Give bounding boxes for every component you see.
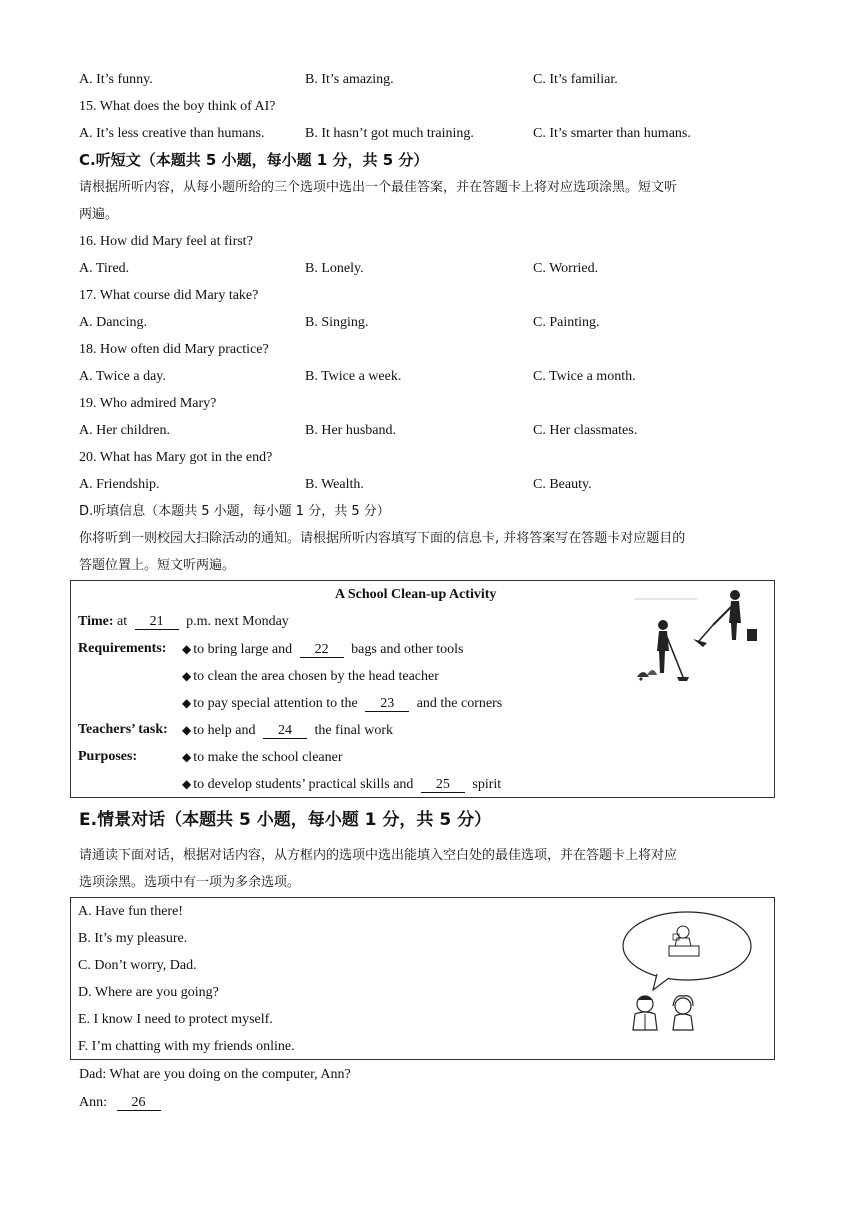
blank-23[interactable]: 23 — [365, 696, 409, 712]
q16-option-a: A. Tired. — [79, 261, 130, 276]
requirements-label: Requirements: — [78, 641, 167, 656]
option-b: B. It’s my pleasure. — [78, 931, 188, 946]
req1-pre: to bring large and — [193, 642, 293, 657]
blank-22[interactable]: 22 — [300, 642, 344, 658]
blank-24[interactable]: 24 — [263, 723, 307, 739]
req1-post: bags and other tools — [351, 642, 464, 657]
req2-text: to clean the area chosen by the head teacher — [193, 669, 439, 684]
req3-pre: to pay special attention to the — [193, 696, 358, 711]
q20-option-b: B. Wealth. — [305, 477, 364, 492]
q16-option-b: B. Lonely. — [305, 261, 364, 276]
diamond-bullet-icon: ◆ — [182, 696, 192, 710]
q20-question: 20. What has Mary got in the end? — [79, 450, 273, 465]
ann-label: Ann: — [79, 1095, 107, 1110]
q16-option-c: C. Worried. — [533, 261, 599, 276]
purpose-1 — [182, 748, 343, 767]
time-label: Time: — [78, 614, 114, 629]
section-d-instructions-2: 答题位置上。短文听两遍。 — [79, 558, 236, 573]
requirement-3 — [182, 694, 502, 713]
dad-daughter-computer-illustration — [617, 908, 757, 1033]
teach-pre: to help and — [193, 723, 256, 738]
purpose-2 — [182, 775, 501, 794]
requirement-2 — [182, 667, 439, 686]
dialogue-ann-line — [79, 1094, 161, 1112]
q19-option-c: C. Her classmates. — [533, 423, 638, 438]
q19-option-a: A. Her children. — [79, 423, 170, 438]
q15-option-a: A. It’s less creative than humans. — [79, 126, 265, 141]
diamond-bullet-icon: ◆ — [182, 723, 192, 737]
teachers-task — [182, 721, 393, 740]
diamond-bullet-icon: ◆ — [182, 750, 192, 764]
purpose1-text: to make the school cleaner — [193, 750, 343, 765]
teachers-task-label: Teachers’ task: — [78, 722, 168, 737]
purpose2-post: spirit — [472, 777, 502, 792]
option-f: F. I’m chatting with my friends online. — [78, 1039, 295, 1054]
teach-post: the final work — [314, 723, 393, 738]
q19-option-b: B. Her husband. — [305, 423, 396, 438]
q18-option-c: C. Twice a month. — [533, 369, 636, 384]
q17-option-c: C. Painting. — [533, 315, 600, 330]
q17-question: 17. What course did Mary take? — [79, 288, 259, 303]
q16-question: 16. How did Mary feel at first? — [79, 234, 253, 249]
q20-option-c: C. Beauty. — [533, 477, 592, 492]
time-pre: at — [117, 614, 128, 629]
q14-option-c: C. It’s familiar. — [533, 72, 618, 87]
q15-option-c: C. It’s smarter than humans. — [533, 126, 691, 141]
section-e-instructions-1: 请通读下面对话，根据对话内容，从方框内的选项中选出能填入空白处的最佳选项，并在答题卡上将对应 — [79, 848, 678, 863]
option-d: D. Where are you going? — [78, 985, 219, 1000]
diamond-bullet-icon: ◆ — [182, 777, 192, 791]
q18-option-b: B. Twice a week. — [305, 369, 402, 384]
q18-option-a: A. Twice a day. — [79, 369, 166, 384]
section-c-instructions-1: 请根据所听内容，从每小题所给的三个选项中选出一个最佳答案，并在答题卡上将对应选项涂黑。短文听 — [79, 180, 678, 195]
q17-option-b: B. Singing. — [305, 315, 369, 330]
purposes-label: Purposes: — [78, 749, 138, 764]
section-e-title: E.情景对话（本题共 5 小题，每小题 1 分，共 5 分） — [79, 810, 492, 830]
q20-option-a: A. Friendship. — [79, 477, 160, 492]
section-d-title: D.听填信息（本题共 5 小题，每小题 1 分，共 5 分） — [79, 504, 390, 519]
diamond-bullet-icon: ◆ — [182, 669, 192, 683]
q14-option-a: A. It’s funny. — [79, 72, 153, 87]
q19-question: 19. Who admired Mary? — [79, 396, 217, 411]
q14-option-b: B. It’s amazing. — [305, 72, 394, 87]
info-card-title: A School Clean-up Activity — [335, 587, 497, 602]
blank-26[interactable]: 26 — [117, 1095, 161, 1111]
dialogue-dad-line: Dad: What are you doing on the computer, Ann? — [79, 1067, 351, 1082]
q15-question: 15. What does the boy think of AI? — [79, 99, 276, 114]
section-c-title: C.听短文（本题共 5 小题，每小题 1 分，共 5 分） — [79, 151, 429, 169]
time-post: p.m. next Monday — [186, 614, 289, 629]
option-e: E. I know I need to protect myself. — [78, 1012, 273, 1027]
section-e-instructions-2: 选项涂黑。选项中有一项为多余选项。 — [79, 875, 301, 890]
cleaning-people-illustration — [627, 585, 767, 685]
blank-25[interactable]: 25 — [421, 777, 465, 793]
info-card — [70, 580, 775, 798]
section-c-instructions-2: 两遍。 — [79, 207, 119, 222]
q17-option-a: A. Dancing. — [79, 315, 148, 330]
req3-post: and the corners — [416, 696, 503, 711]
option-c: C. Don’t worry, Dad. — [78, 958, 197, 973]
requirement-1 — [182, 640, 464, 659]
options-box — [70, 897, 775, 1060]
q18-question: 18. How often did Mary practice? — [79, 342, 269, 357]
blank-21[interactable]: 21 — [135, 614, 179, 630]
time-row — [78, 613, 289, 631]
q15-option-b: B. It hasn’t got much training. — [305, 126, 474, 141]
option-a: A. Have fun there! — [78, 904, 183, 919]
section-d-instructions-1: 你将听到一则校园大扫除活动的通知。请根据所听内容填写下面的信息卡, 并将答案写在答题卡对应题目的 — [79, 531, 686, 546]
diamond-bullet-icon: ◆ — [182, 642, 192, 656]
purpose2-pre: to develop students’ practical skills and — [193, 777, 414, 792]
